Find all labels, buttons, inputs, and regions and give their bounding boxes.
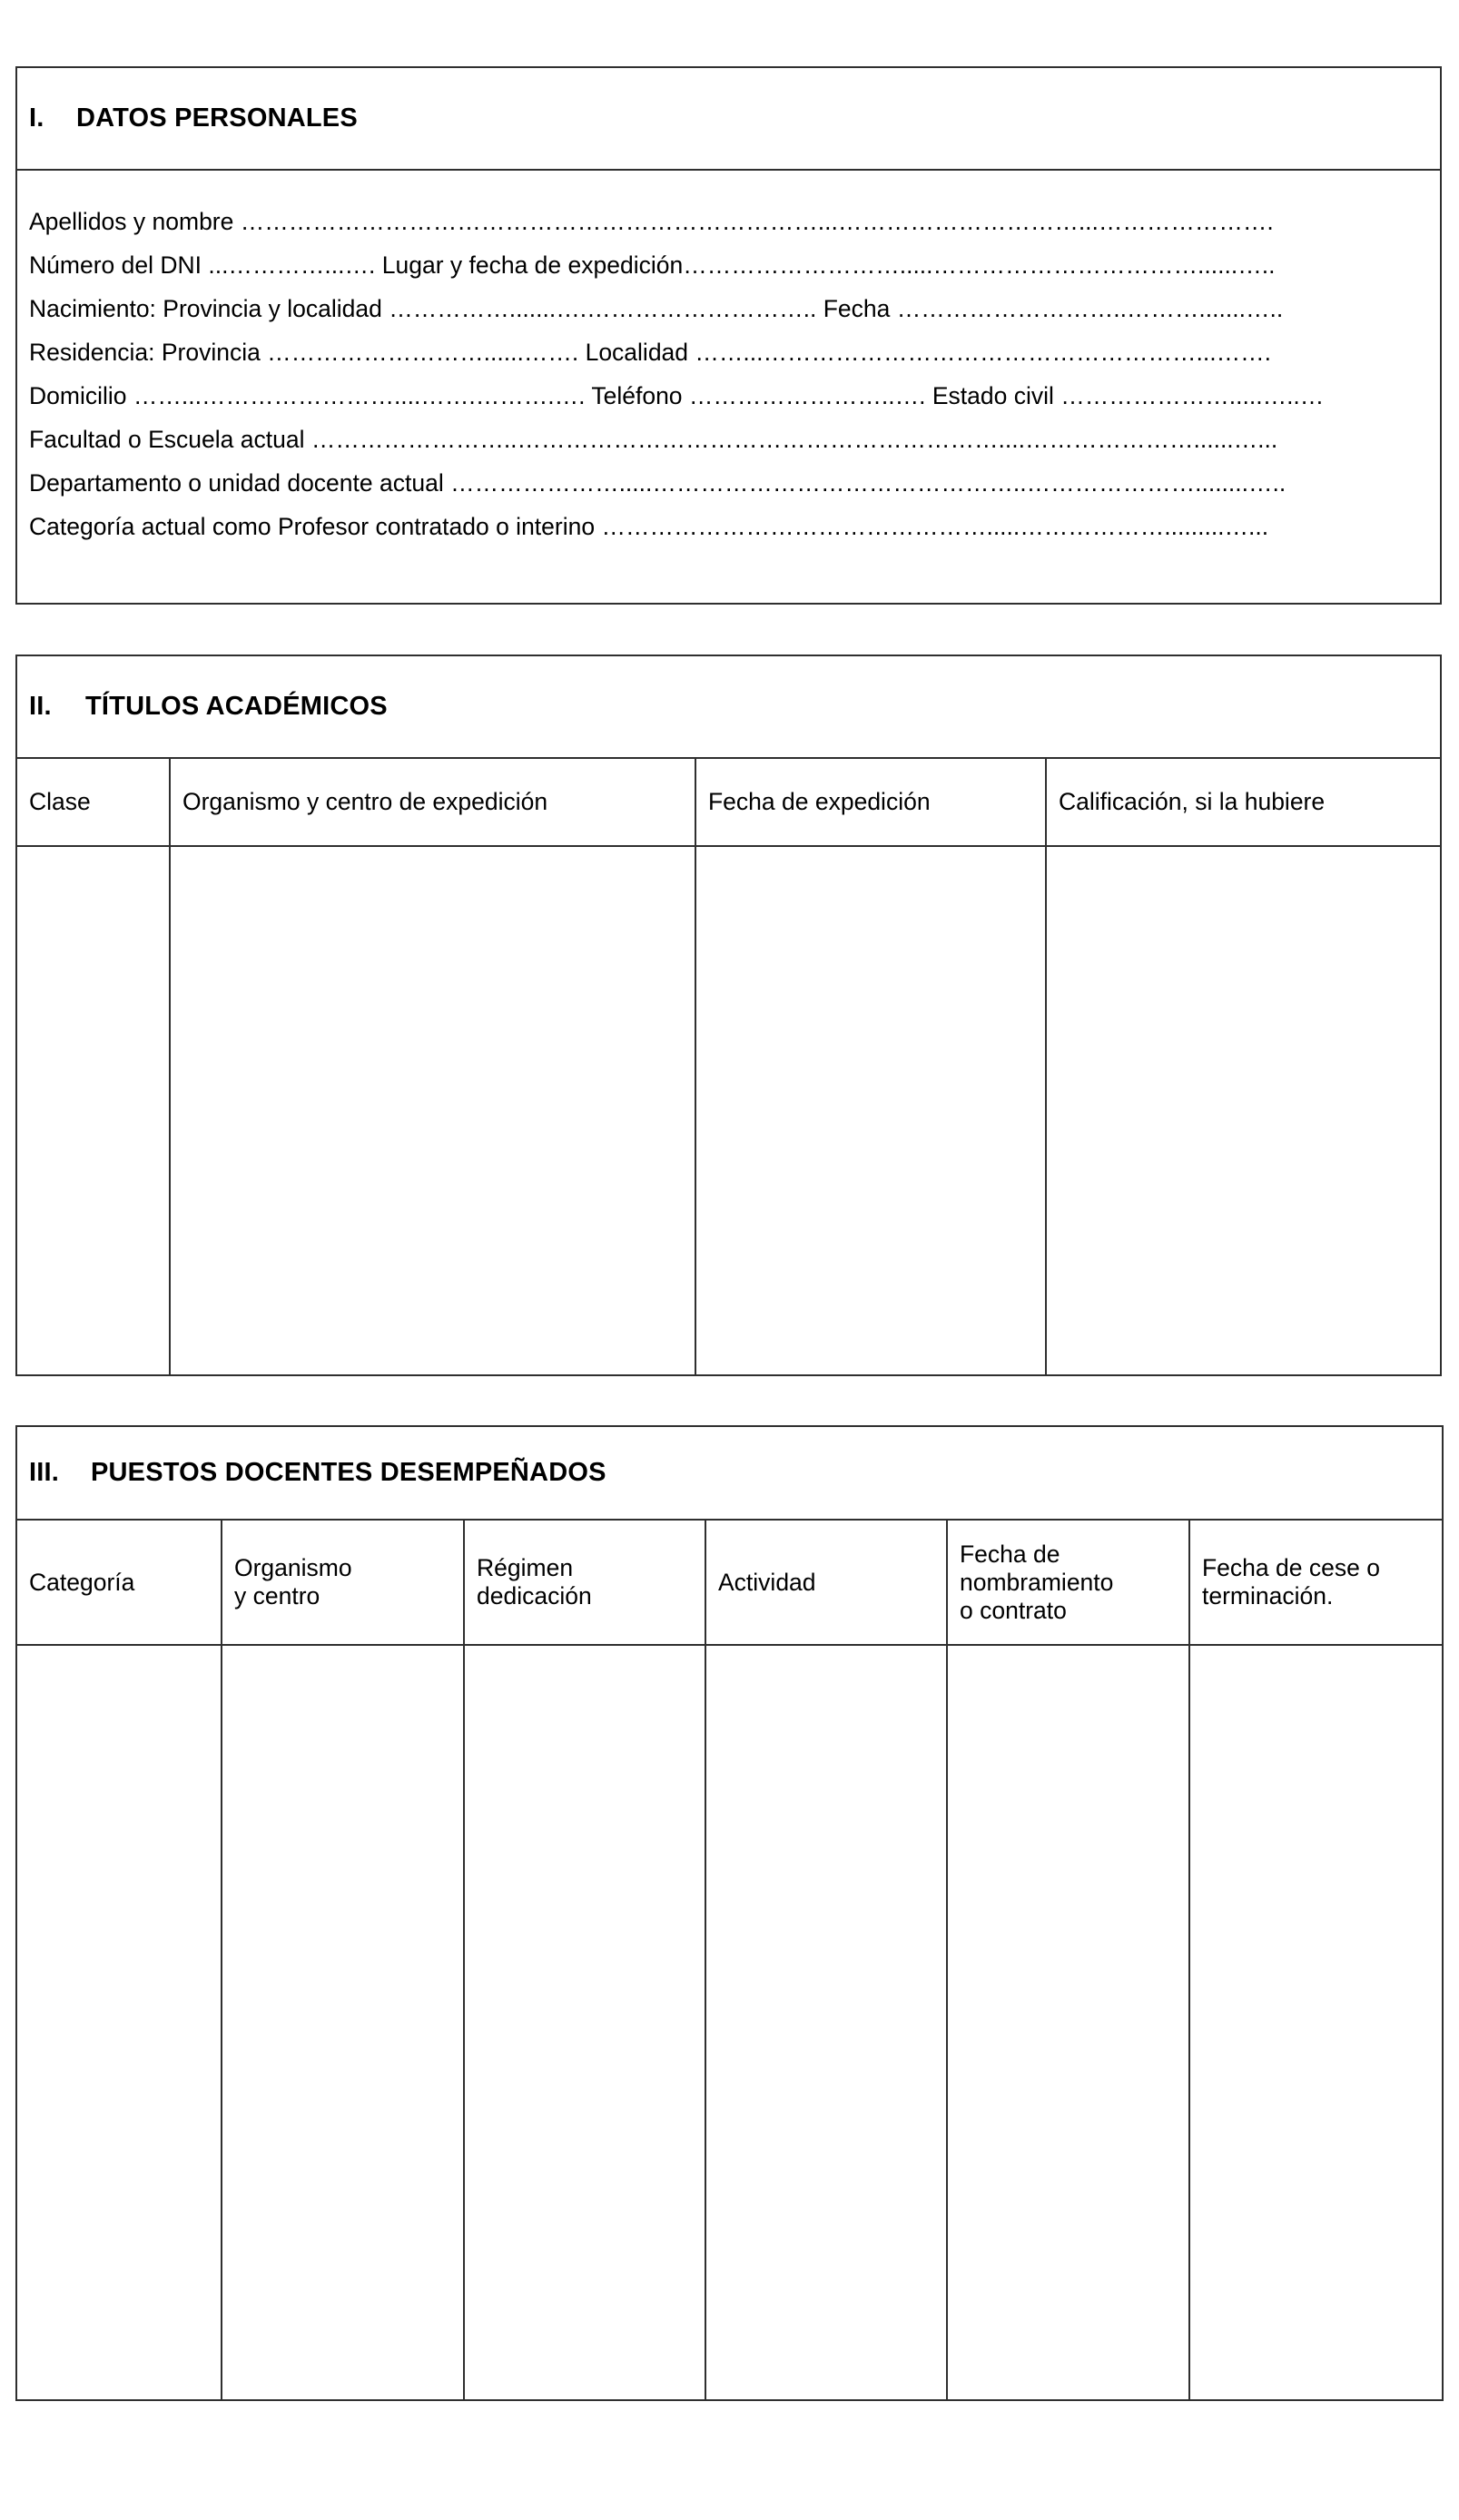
field-facultad[interactable]: Facultad o Escuela actual ……………………..……………………………………………………....…………………......…... [29, 426, 1278, 453]
titulos-academicos-header [17, 656, 1440, 759]
cell-organismo[interactable] [171, 847, 696, 1374]
cell-fecha-nombramiento[interactable] [948, 1646, 1190, 2399]
puestos-docentes-header [17, 1427, 1442, 1521]
datos-personales-header [17, 68, 1440, 171]
column-header-organismo-centro: Organismo y centro [222, 1521, 465, 1646]
section-title: DATOS PERSONALES [76, 103, 358, 133]
titulos-academicos-section [15, 655, 1442, 1376]
personal-fields [29, 171, 1425, 554]
section-title: PUESTOS DOCENTES DESEMPEÑADOS [91, 1458, 606, 1487]
section-number: II. [29, 692, 52, 721]
puestos-body-row [17, 1646, 1442, 2399]
field-categoria-actual[interactable]: Categoría actual como Profesor contratado o interino ………………………………………….....……………….........…... [29, 513, 1269, 540]
column-header-fecha-expedicion: Fecha de expedición [696, 759, 1047, 847]
column-header-regimen: Régimen dedicación [465, 1521, 706, 1646]
column-header-fecha-nombramiento: Fecha de nombramiento o contrato [948, 1521, 1190, 1646]
cell-fecha-cese[interactable] [1190, 1646, 1442, 2399]
column-header-actividad: Actividad [706, 1521, 948, 1646]
titulos-body-row [17, 847, 1440, 1374]
cell-actividad[interactable] [706, 1646, 948, 2399]
column-header-calificacion: Calificación, si la hubiere [1047, 759, 1440, 847]
cell-fecha-expedicion[interactable] [696, 847, 1047, 1374]
field-departamento[interactable]: Departamento o unidad docente actual ………………….....………………………………………..…………………........….. [29, 469, 1286, 497]
field-nacimiento[interactable]: Nacimiento: Provincia y localidad …………….......….……………………….. Fecha ………………………..……….......….. [29, 295, 1284, 322]
section-number: III. [29, 1458, 60, 1487]
column-header-organismo: Organismo y centro de expedición [171, 759, 696, 847]
field-dni-expedicion[interactable]: Número del DNI ...…………...…. Lugar y fecha de expedición……………………….....……………………………......….. [29, 251, 1276, 279]
titulos-header-row [17, 759, 1440, 847]
column-header-categoria: Categoría [17, 1521, 222, 1646]
field-domicilio[interactable]: Domicilio ……...……………………....…….……….…. Teléfono ……………………..…. Estado civil ………………….....…..… [29, 382, 1325, 409]
cell-clase[interactable] [17, 847, 171, 1374]
cell-regimen[interactable] [465, 1646, 706, 2399]
column-header-clase: Clase [17, 759, 171, 847]
section-title: TÍTULOS ACADÉMICOS [85, 692, 388, 721]
column-header-fecha-cese: Fecha de cese o terminación. [1190, 1521, 1442, 1646]
cell-calificacion[interactable] [1047, 847, 1440, 1374]
section-number: I. [29, 103, 44, 133]
field-apellidos-nombre[interactable]: Apellidos y nombre ………………………………………………………………...…………………………...…………………. [29, 208, 1274, 235]
puestos-header-row [17, 1521, 1442, 1646]
datos-personales-section [15, 66, 1442, 605]
cell-organismo-centro[interactable] [222, 1646, 465, 2399]
puestos-docentes-section [15, 1425, 1444, 2401]
cell-categoria[interactable] [17, 1646, 222, 2399]
field-residencia[interactable]: Residencia: Provincia ………………………......……. Localidad ……...………………………………………………...……. [29, 339, 1271, 366]
